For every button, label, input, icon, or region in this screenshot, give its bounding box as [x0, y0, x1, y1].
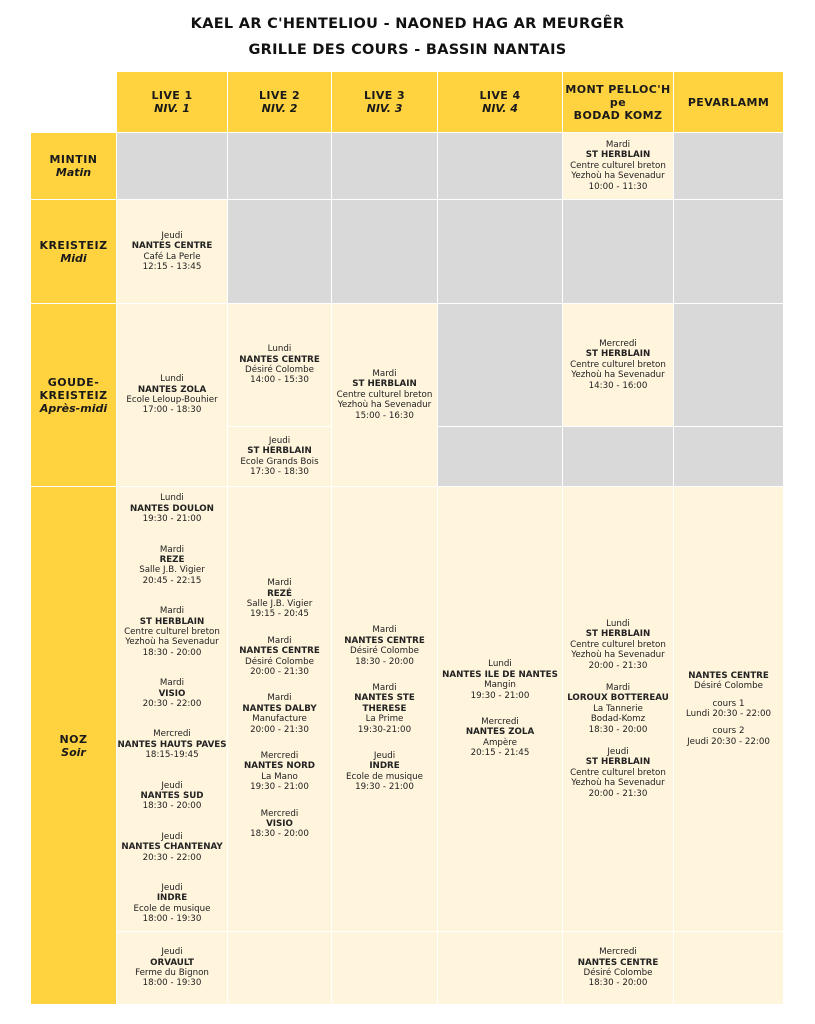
course-day: Mardi	[267, 693, 292, 704]
spacer	[674, 692, 783, 699]
course-detail: Centre culturel breton	[570, 359, 666, 370]
row-header-midi: KREISTEIZ Midi	[31, 200, 116, 303]
course-detail: Yezhoù ha Sevenadur	[571, 778, 665, 789]
course-detail: 20:45 - 22:15	[142, 575, 202, 586]
course-entry	[563, 140, 673, 192]
course-entry	[228, 693, 331, 735]
course-detail: Yezhoù ha Sevenadur	[337, 400, 432, 411]
slot-apres-midi-live-3	[332, 304, 437, 486]
course-entry	[117, 947, 227, 989]
course-entry	[563, 619, 673, 671]
course-entry	[117, 781, 227, 812]
column-header-live-3: LIVE 3 NIV. 3	[332, 72, 437, 132]
slot-soir-pevarlamm	[674, 487, 783, 931]
course-detail: 20:30 - 22:00	[142, 699, 202, 709]
course-detail: 19:30 - 21:00	[142, 514, 202, 525]
course-detail: Salle J.B. Vigier	[246, 598, 313, 609]
empty-slot	[563, 427, 673, 486]
course-detail: La Tannerie	[593, 703, 643, 714]
course-detail: 14:30 - 16:00	[588, 380, 648, 391]
course-detail: 18:30 - 20:00	[355, 656, 414, 667]
slot-apres-midi-mont-pelloch	[563, 304, 673, 426]
course-location: NANTES ZOLA	[137, 384, 207, 395]
course-detail: Centre culturel breton	[570, 639, 666, 650]
course-day: Mercredi	[260, 808, 299, 819]
course-day: Mercredi	[599, 338, 637, 349]
course-entry	[228, 436, 331, 478]
course-entry	[117, 832, 227, 863]
course-detail: 18:30 - 20:00	[588, 724, 648, 735]
course-location: INDRE	[369, 761, 400, 772]
empty-slot	[332, 932, 437, 1004]
course-detail: 10:00 - 11:30	[588, 181, 648, 192]
course-location: NANTES NORD	[244, 761, 315, 772]
course-detail: 14:00 - 15:30	[250, 375, 309, 386]
course-detail: La Mano	[261, 771, 298, 782]
course-detail: 18:15-19:45	[145, 750, 199, 761]
course-detail: 15:00 - 16:30	[355, 410, 414, 421]
empty-slot	[228, 932, 331, 1004]
course-day: Mardi	[372, 625, 397, 636]
course-detail: 18:00 - 19:30	[142, 914, 202, 925]
course-location: REZE	[159, 554, 185, 565]
course-day: Lundi	[488, 659, 512, 670]
course-location: ST HERBLAIN	[585, 349, 651, 360]
course-detail: cours 2	[712, 726, 745, 737]
course-location: NANTES CENTRE	[131, 241, 213, 252]
course-detail: 18:00 - 19:30	[142, 978, 202, 989]
empty-slot	[332, 200, 437, 303]
course-day: Mercredi	[481, 717, 519, 727]
column-header-live-1: LIVE 1 NIV. 1	[117, 72, 227, 132]
course-detail: Centre culturel breton	[124, 626, 220, 637]
course-location: NANTES ZOLA	[465, 727, 535, 738]
course-day: Mardi	[267, 635, 292, 646]
course-location: ORVAULT	[150, 957, 194, 968]
course-location: ST HERBLAIN	[247, 446, 312, 457]
course-location: INDRE	[156, 893, 188, 904]
column-header-pevarlamm: PEVARLAMM	[674, 72, 783, 132]
empty-slot	[674, 427, 783, 486]
course-detail: Centre culturel breton	[570, 767, 666, 778]
course-day: Mardi	[372, 368, 397, 379]
course-location: NANTES ILE DE NANTES	[442, 669, 558, 680]
course-detail: Ecole Grands Bois	[240, 456, 319, 467]
course-detail: 20:30 - 22:00	[142, 852, 202, 863]
course-location: ST HERBLAIN	[352, 379, 417, 390]
course-detail: 20:00 - 21:30	[250, 724, 309, 735]
course-entry	[117, 545, 227, 587]
course-day: Mardi	[372, 682, 397, 693]
course-day: Lundi	[160, 374, 184, 385]
course-detail: Yezhoù ha Sevenadur	[571, 370, 665, 381]
slot-soir-live-1	[117, 487, 227, 931]
slot-apres-midi-live-1	[117, 304, 227, 486]
course-day: Mardi	[605, 682, 631, 693]
course-entry	[228, 636, 331, 678]
course-detail: Ampère	[483, 737, 517, 748]
course-detail: Centre culturel breton	[570, 160, 666, 171]
empty-slot	[228, 200, 331, 303]
course-entry	[438, 717, 562, 759]
column-header-live-4: LIVE 4 NIV. 4	[438, 72, 562, 132]
course-detail: Café La Perle	[143, 251, 201, 262]
spacer	[674, 719, 783, 726]
course-entry	[332, 751, 437, 793]
course-detail: 20:00 - 21:30	[250, 666, 309, 677]
course-location: NANTES CENTRE	[688, 670, 769, 681]
page-title: KAEL AR C'HENTELIOU - NAONED HAG AR MEURGÊR	[190, 16, 625, 32]
course-location: NANTES SUD	[140, 791, 204, 802]
course-detail: Yezhoù ha Sevenadur	[571, 171, 665, 182]
slot-matin-mont-pelloch	[563, 133, 673, 199]
empty-slot	[117, 133, 227, 199]
course-location: NANTES CENTRE	[239, 646, 320, 657]
empty-slot	[332, 133, 437, 199]
course-entry	[228, 751, 331, 793]
course-entry	[117, 231, 227, 273]
course-entry	[563, 339, 673, 391]
column-header-mont-pelloch: MONT PELLOC'H pe BODAD KOMZ	[563, 72, 673, 132]
course-detail: 20:15 - 21:45	[470, 748, 530, 759]
course-entry	[228, 809, 331, 840]
course-detail: Désiré Colombe	[245, 365, 314, 375]
course-entry	[563, 947, 673, 989]
course-location: ST HERBLAIN	[585, 757, 651, 768]
slot-midi-live-1	[117, 200, 227, 303]
course-day: Jeudi	[607, 747, 629, 758]
course-day: Jeudi	[161, 883, 183, 894]
course-location: REZÉ	[267, 588, 292, 599]
empty-slot	[674, 200, 783, 303]
course-entry	[117, 678, 227, 709]
course-detail: Jeudi 20:30 - 22:00	[687, 736, 770, 747]
course-day: Mardi	[159, 544, 185, 555]
course-detail: 19:15 - 20:45	[250, 609, 309, 620]
course-detail: 18:30 - 20:00	[250, 829, 309, 840]
empty-slot	[228, 133, 331, 199]
course-detail: Ferme du Bignon	[135, 968, 209, 978]
course-detail: 18:30 - 20:00	[142, 647, 202, 658]
course-entry	[332, 683, 437, 735]
course-detail: 17:30 - 18:30	[250, 466, 309, 477]
course-entry	[332, 369, 437, 421]
course-day: Mercredi	[599, 947, 637, 958]
course-detail: Ecole de musique	[346, 771, 423, 782]
course-location: VISIO	[158, 688, 186, 699]
empty-slot	[674, 133, 783, 199]
slot-soir-live-3	[332, 487, 437, 931]
course-detail: Désiré Colombe	[350, 646, 419, 657]
course-day: Jeudi	[373, 751, 396, 762]
course-detail: 12:15 - 13:45	[142, 261, 202, 272]
course-location: NANTES CENTRE	[239, 354, 320, 365]
slot-soir-live-2	[228, 487, 331, 931]
course-location: NANTES STE THERESE	[354, 693, 415, 714]
course-detail: 20:00 - 21:30	[588, 788, 648, 799]
course-day: Lundi	[160, 493, 184, 504]
course-detail: 18:30 - 20:00	[142, 801, 202, 812]
course-day: Jeudi	[161, 947, 183, 958]
course-day: Jeudi	[161, 831, 183, 842]
course-detail: Yezhoù ha Sevenadur	[125, 637, 219, 648]
course-detail: 17:00 - 18:30	[142, 405, 202, 416]
course-detail: Lundi 20:30 - 22:00	[685, 709, 772, 719]
course-detail: 19:30 - 21:00	[470, 690, 530, 701]
row-header-soir: NOZ Soir	[31, 487, 116, 1004]
slot-soir-mont-pelloch-bottom	[563, 932, 673, 1004]
course-detail: Centre culturel breton	[336, 389, 433, 400]
course-day: Jeudi	[268, 435, 291, 446]
course-entry	[438, 659, 562, 701]
slot-soir-live-4	[438, 487, 562, 931]
course-day: Lundi	[267, 344, 292, 355]
empty-slot	[438, 200, 562, 303]
empty-slot	[438, 427, 562, 486]
course-detail: Manufacture	[252, 714, 307, 725]
course-detail: La Prime	[365, 714, 404, 725]
course-day: Mercredi	[153, 729, 191, 740]
empty-slot	[563, 200, 673, 303]
course-day: Jeudi	[161, 780, 183, 791]
slot-apres-midi-live-2-bottom	[228, 427, 331, 486]
course-location: ST HERBLAIN	[139, 616, 205, 627]
course-day: Mardi	[159, 678, 185, 689]
course-detail: Bodad-Komz	[590, 714, 646, 725]
row-header-apres-midi: GOUDE- KREISTEIZ Après-midi	[31, 304, 116, 486]
slot-soir-mont-pelloch	[563, 487, 673, 931]
row-header-matin: MINTIN Matin	[31, 133, 116, 199]
empty-slot	[674, 304, 783, 426]
course-detail: Désiré Colombe	[694, 681, 763, 692]
course-detail: 18:30 - 20:00	[588, 978, 648, 989]
course-entry	[332, 625, 437, 667]
course-location: NANTES CENTRE	[577, 957, 659, 968]
course-day: Mardi	[267, 578, 292, 589]
course-entry	[117, 493, 227, 524]
course-detail: 20:00 - 21:30	[588, 660, 648, 671]
empty-slot	[438, 133, 562, 199]
course-entry	[117, 606, 227, 658]
course-detail: Ecole Leloup-Bouhier	[126, 395, 218, 405]
course-entry	[117, 729, 227, 760]
course-location: ST HERBLAIN	[585, 629, 651, 640]
course-entry	[563, 747, 673, 799]
course-day: Lundi	[606, 618, 630, 629]
course-location: ST HERBLAIN	[585, 150, 651, 161]
course-detail: 19:30 - 21:00	[355, 782, 414, 793]
course-location: LOROUX BOTTEREAU	[567, 693, 669, 704]
empty-slot	[438, 304, 562, 426]
course-detail: cours 1	[712, 698, 745, 709]
course-entry	[117, 883, 227, 925]
slot-soir-live-1-bottom	[117, 932, 227, 1004]
page-subtitle: GRILLE DES COURS - BASSIN NANTAIS	[248, 42, 567, 58]
course-entry	[228, 578, 331, 620]
course-detail: Désiré Colombe	[583, 968, 653, 978]
course-detail: Mangin	[484, 680, 516, 691]
course-location: NANTES DALBY	[242, 703, 317, 714]
course-location: NANTES CHANTENAY	[121, 842, 223, 853]
course-entry	[228, 344, 331, 386]
course-detail: 19:30 - 21:00	[250, 782, 309, 793]
course-detail: Salle J.B. Vigier	[139, 565, 205, 576]
column-header-live-2: LIVE 2 NIV. 2	[228, 72, 331, 132]
course-location: NANTES CENTRE	[344, 635, 425, 646]
course-day: Mercredi	[260, 751, 299, 762]
course-detail: Ecole de musique	[133, 903, 211, 914]
course-detail: Désiré Colombe	[245, 656, 314, 667]
course-location: VISIO	[266, 819, 293, 830]
course-detail: Yezhoù ha Sevenadur	[571, 650, 665, 661]
empty-slot	[674, 932, 783, 1004]
slot-apres-midi-live-2-top	[228, 304, 331, 426]
empty-slot	[438, 932, 562, 1004]
course-location: NANTES DOULON	[130, 503, 214, 514]
course-day: Mardi	[605, 139, 631, 150]
course-detail: 19:30-21:00	[357, 724, 412, 735]
course-day: Jeudi	[161, 230, 183, 241]
course-entry	[117, 374, 227, 416]
course-entry	[674, 671, 783, 747]
course-location: NANTES HAUTS PAVES	[117, 739, 227, 750]
course-day: Mardi	[159, 606, 185, 617]
course-entry	[563, 683, 673, 735]
